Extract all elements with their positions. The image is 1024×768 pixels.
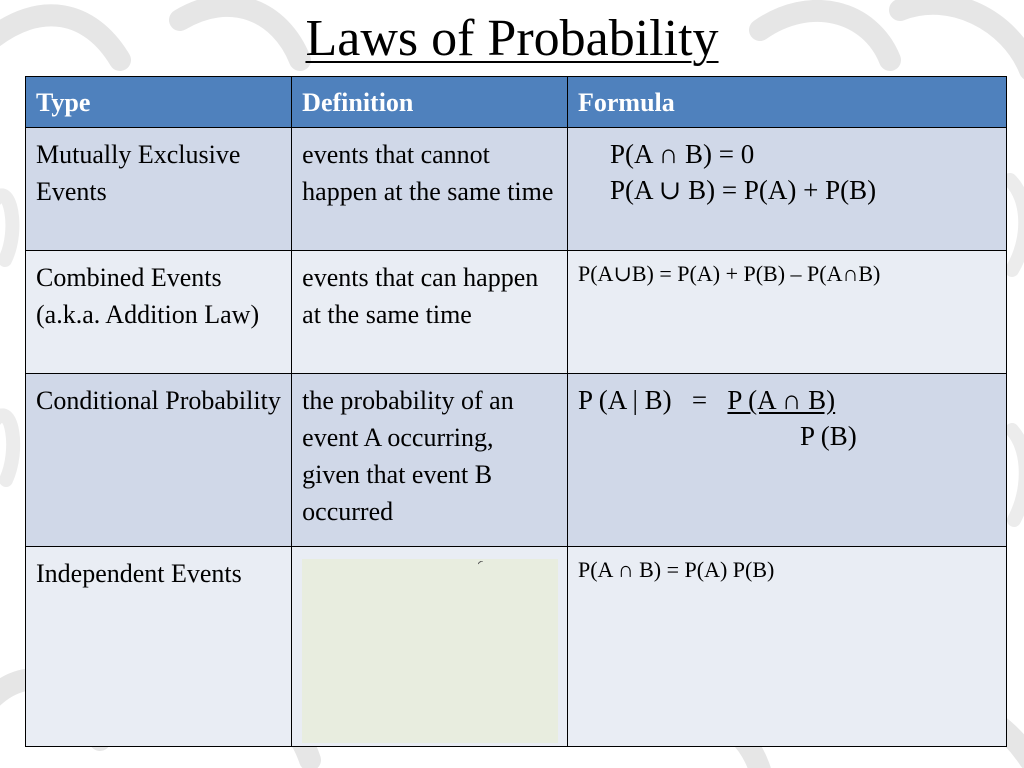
formula-denominator: P (B) xyxy=(800,421,857,451)
formula-cell xyxy=(568,128,1007,251)
formula-line: P(A ∪ B) = P(A) + P(B) xyxy=(610,175,877,205)
header-type: Type xyxy=(26,77,292,128)
definition-cell xyxy=(292,547,568,747)
table-row-combined-events xyxy=(26,251,1007,374)
slide-title: Laws of Probability xyxy=(305,10,719,67)
type-cell: Conditional Probability xyxy=(26,374,292,547)
table-row-independent-events xyxy=(26,547,1007,747)
definition-cell: the probability of an event A occurring, given that event B occurred xyxy=(292,374,568,547)
formula-lhs: P (A | B) = xyxy=(578,385,728,415)
header-formula: Formula xyxy=(568,77,1007,128)
formula-text: P(A∪B) = P(A) + P(B) – P(A∩B) xyxy=(578,261,881,286)
partial-glyph-mark xyxy=(478,561,483,565)
definition-cell: events that cannot happen at the same time xyxy=(292,128,568,251)
header-definition: Definition xyxy=(292,77,568,128)
probability-laws-table xyxy=(25,76,1007,747)
formula-cell xyxy=(568,374,1007,547)
obscured-definition-box xyxy=(302,559,558,743)
formula-cell xyxy=(568,547,1007,747)
table-header-row xyxy=(26,77,1007,128)
table-row-mutually-exclusive xyxy=(26,128,1007,251)
table-row-conditional-probability xyxy=(26,374,1007,547)
type-cell: Mutually Exclusive Events xyxy=(26,128,292,251)
formula-line: P(A ∩ B) = 0 xyxy=(610,139,755,169)
formula-text: P(A ∩ B) = P(A) P(B) xyxy=(578,557,775,582)
type-cell: Independent Events xyxy=(26,547,292,747)
definition-cell: events that can happen at the same time xyxy=(292,251,568,374)
formula-cell xyxy=(568,251,1007,374)
formula-numerator: P (A ∩ B) xyxy=(727,385,836,415)
type-cell: Combined Events (a.k.a. Addition Law) xyxy=(26,251,292,374)
conditional-formula-line xyxy=(578,382,996,418)
